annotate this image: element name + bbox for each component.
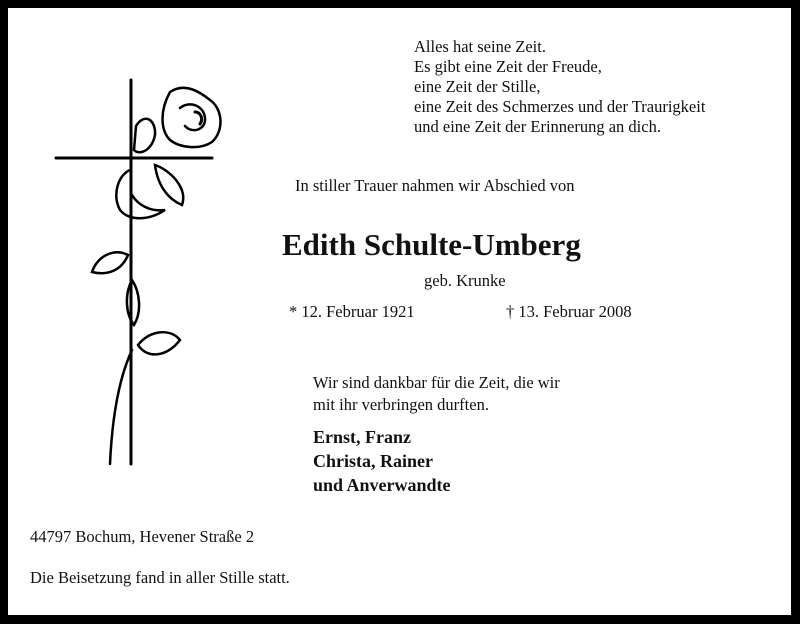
poem-line: Alles hat seine Zeit.	[414, 37, 546, 56]
burial-note: Die Beisetzung fand in aller Stille statt.	[30, 568, 290, 587]
gratitude-line: mit ihr verbringen durften.	[313, 395, 489, 414]
mourner-line: und Anverwandte	[313, 475, 451, 495]
poem-line: eine Zeit des Schmerzes und der Traurigkeit	[414, 97, 706, 116]
death-date: † 13. Februar 2008	[506, 302, 632, 321]
birth-date: * 12. Februar 1921	[289, 302, 415, 321]
obituary-notice	[8, 8, 791, 615]
maiden-name: geb. Krunke	[424, 271, 506, 290]
deceased-name: Edith Schulte-Umberg	[282, 227, 581, 262]
mourner-line: Christa, Rainer	[313, 451, 433, 471]
address: 44797 Bochum, Hevener Straße 2	[30, 527, 255, 546]
poem-line: eine Zeit der Stille,	[414, 77, 541, 96]
intro-text: In stiller Trauer nahmen wir Abschied von	[295, 176, 575, 195]
mourner-line: Ernst, Franz	[313, 427, 411, 447]
poem-line: und eine Zeit der Erinnerung an dich.	[414, 117, 661, 136]
poem-line: Es gibt eine Zeit der Freude,	[414, 57, 602, 76]
gratitude-line: Wir sind dankbar für die Zeit, die wir	[313, 373, 560, 392]
